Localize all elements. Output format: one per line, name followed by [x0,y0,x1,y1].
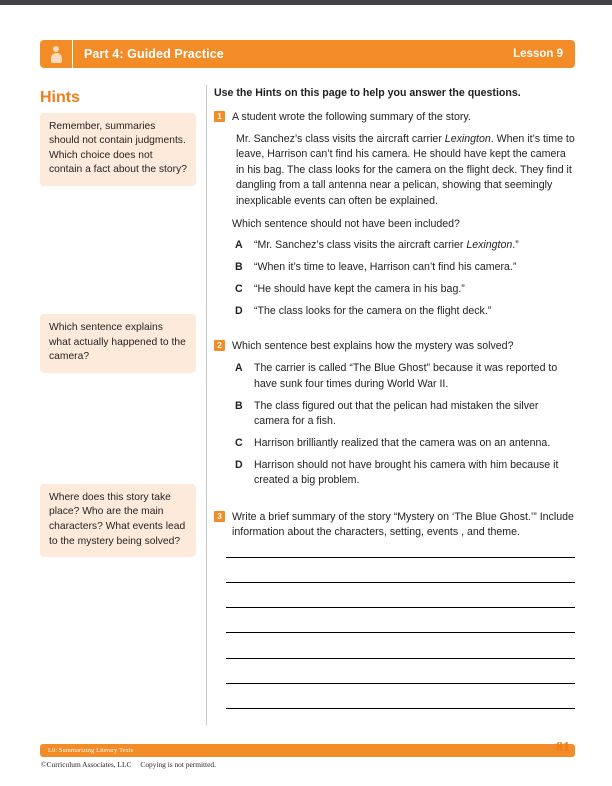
question-3-prompt: Write a brief summary of the story “Mystery on ‘The Blue Ghost.’” Include information about the characters, setting, events , and theme. [232,510,574,538]
choice-letter: D [235,458,243,471]
choice-letter: C [235,436,243,449]
footer-bar [40,744,575,757]
choice-letter: B [235,261,243,274]
question-1 [214,110,576,125]
choice-text-before: “Mr. Sanchez’s class visits the aircraft carrier [254,239,467,252]
choice-text: “When it’s time to leave, Harrison can’t find his camera.” [254,261,517,274]
question-2-choice-a[interactable] [214,361,576,391]
choice-text: Harrison should not have brought his camera with him because it created a big problem. [254,458,559,486]
column-divider [206,85,207,725]
question-2-choice-d[interactable] [214,458,576,488]
question-1-subquestion: Which sentence should not have been included? [232,218,460,231]
question-1-choice-a[interactable] [214,238,576,253]
answer-line[interactable] [226,607,575,608]
hints-column [40,89,196,557]
copyright-notice [41,760,216,769]
summary-text-after: . When it’s time to leave, Harrison can’t find his camera. He should have kept the camera in his bag. The class looks for the camera on the flight deck. They find it dangling from a tall antenna near a pelican, showing that seemingly inexplicable events can often be explained. [236,133,575,207]
question-number-badge: 1 [214,111,225,122]
summary-italic-title: Lexington [444,133,491,146]
choice-letter: C [235,283,243,296]
choice-text-after: .” [512,239,519,252]
choice-letter: A [235,239,243,252]
answer-lines-area[interactable] [226,557,576,709]
hint-box-3: Where does this story take place? Who are the main characters? What events lead to the mystery being solved? [40,484,196,557]
hint-box-2: Which sentence explains what actually happened to the camera? [40,314,196,373]
question-2-choice-c[interactable] [214,436,576,451]
question-2-choice-b[interactable] [214,399,576,429]
summary-text-before: Mr. Sanchez’s class visits the aircraft carrier [236,133,445,146]
answer-line[interactable] [226,582,575,583]
question-1-summary-passage [236,132,576,209]
instruction-text: Use the Hints on this page to help you answer the questions. [214,87,521,99]
question-number-badge: 2 [214,340,225,351]
header-icon-cell [40,40,73,68]
question-2-prompt: Which sentence best explains how the mystery was solved? [232,340,514,353]
choice-text: Harrison brilliantly realized that the camera was on an antenna. [254,436,551,449]
person-icon [50,46,62,63]
question-1-choice-d[interactable] [214,304,576,319]
answer-line[interactable] [226,632,575,633]
copyright-owner: ©Curriculum Associates, LLC [41,760,132,769]
choice-text: The carrier is called “The Blue Ghost” because it was reported to have sunk four times during World War II. [254,362,558,390]
worksheet-page [0,5,612,786]
hint-spacer [40,373,196,484]
main-content-column [214,87,576,733]
choice-text: “He should have kept the camera in his bag.” [254,283,465,296]
hint-box-1: Remember, summaries should not contain judgments. Which choice does not contain a fact about the story? [40,113,196,186]
question-number-badge: 3 [214,511,225,522]
choice-text: The class figured out that the pelican had mistaken the silver camera for a fish. [254,399,539,427]
question-3 [214,510,576,540]
answer-line[interactable] [226,683,575,684]
hint-spacer [40,186,196,314]
question-1-prompt: A student wrote the following summary of the story. [232,111,471,123]
choice-letter: D [235,305,243,318]
question-1-choice-b[interactable] [214,260,576,275]
question-1-choice-c[interactable] [214,282,576,297]
choice-text: “The class looks for the camera on the flight deck.” [254,305,492,318]
question-2 [214,339,576,354]
choice-letter: B [235,399,243,412]
hints-heading: Hints [40,89,80,106]
copy-permission-note: Copying is not permitted. [140,760,216,769]
answer-line[interactable] [226,708,575,709]
lesson-label: Lesson 9 [513,48,563,60]
answer-line[interactable] [226,658,575,659]
choice-letter: A [235,362,243,375]
page-title: Part 4: Guided Practice [84,47,224,61]
page-number: 81 [556,740,570,755]
choice-italic: Lexington [466,239,513,252]
answer-line[interactable] [226,557,575,558]
footer-lesson-label: L9: Summarizing Literary Texts [48,747,134,754]
page-header-banner [40,40,575,68]
